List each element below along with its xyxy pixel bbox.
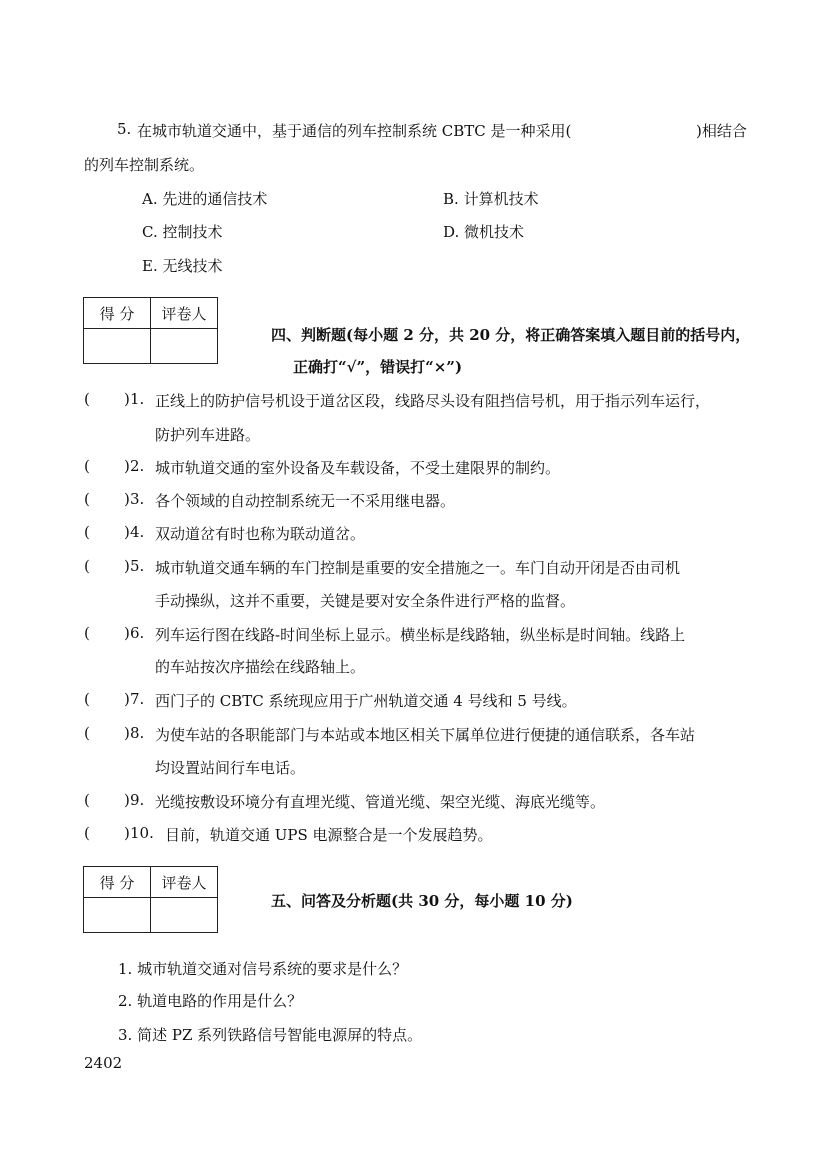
judge-item-8-line2: 均设置站间行车电话。: [155, 759, 306, 777]
score-table-section4: [83, 297, 218, 364]
page-code: 2402: [84, 1054, 123, 1072]
judge-item-6: ( ) 6. 列车运行图在线路-时间坐标上显示。横坐标是线路轴，纵坐标是时间轴。线路上: [84, 624, 686, 644]
q5-stem-line1: 在城市轨道交通中，基于通信的列车控制系统 CBTC 是一种采用(: [137, 122, 572, 140]
judge-item-1: ( ) 1. 正线上的防护信号机设于道岔区段，线路尽头设有阻挡信号机，用于指示列车运行，: [84, 390, 711, 410]
score-cell[interactable]: [84, 898, 151, 933]
judge-item-1-line2: 防护列车进路。: [155, 426, 261, 444]
score-header: 得 分: [84, 298, 151, 329]
q5-option-a: A. 先进的通信技术: [142, 190, 268, 208]
q5-stem-line1-end: )相结合: [696, 122, 747, 140]
q5-option-d: D. 微机技术: [443, 223, 525, 241]
judge-item-6-line2: 的车站按次序描绘在线路轴上。: [155, 658, 366, 676]
section5-title: 五、问答及分析题(共 30 分，每小题 10 分): [271, 892, 573, 910]
judge-item-3: ( ) 3. 各个领域的自动控制系统无一不采用继电器。: [84, 490, 456, 510]
judge-item-7: ( ) 7. 西门子的 CBTC 系统现应用于广州轨道交通 4 号线和 5 号线。: [84, 690, 577, 710]
section5-question-1: 1. 城市轨道交通对信号系统的要求是什么？: [118, 960, 408, 978]
section5-question-3: 3. 简述 PZ 系列铁路信号智能电源屏的特点。: [118, 1026, 423, 1044]
q5-option-e: E. 无线技术: [142, 257, 223, 275]
section4-title-line2: 正确打“√”，错误打“×”): [293, 358, 463, 376]
section5-question-2: 2. 轨道电路的作用是什么？: [118, 992, 303, 1010]
section4-title-line1: 四、判断题(每小题 2 分，共 20 分，将正确答案填入题目前的括号内，: [271, 326, 751, 344]
judge-item-8: ( ) 8. 为使车站的各职能部门与本站或本地区相关下属单位进行便捷的通信联系，各车站: [84, 724, 696, 744]
judge-item-10: ( ) 10. 目前，轨道交通 UPS 电源整合是一个发展趋势。: [84, 824, 493, 844]
q5-option-c: C. 控制技术: [142, 223, 223, 241]
q5-option-b: B. 计算机技术: [443, 190, 539, 208]
judge-item-4: ( ) 4. 双动道岔有时也称为联动道岔。: [84, 523, 366, 543]
judge-item-9: ( ) 9. 光缆按敷设环境分有直埋光缆、管道光缆、架空光缆、海底光缆等。: [84, 791, 606, 811]
score-table-section5: [83, 866, 218, 933]
grader-cell[interactable]: [151, 329, 218, 364]
grader-header: 评卷人: [151, 867, 218, 898]
judge-item-5-line2: 手动操纵，这并不重要，关键是要对安全条件进行严格的监督。: [155, 592, 576, 610]
grader-cell[interactable]: [151, 898, 218, 933]
q5-number: 5.: [117, 120, 132, 138]
judge-item-5: ( ) 5. 城市轨道交通车辆的车门控制是重要的安全措施之一。车门自动开闭是否由司机: [84, 557, 681, 577]
judge-item-2: ( ) 2. 城市轨道交通的室外设备及车载设备，不受土建限界的制约。: [84, 457, 561, 477]
score-header: 得 分: [84, 867, 151, 898]
q5-stem-line2: 的列车控制系统。: [84, 156, 205, 174]
score-cell[interactable]: [84, 329, 151, 364]
grader-header: 评卷人: [151, 298, 218, 329]
